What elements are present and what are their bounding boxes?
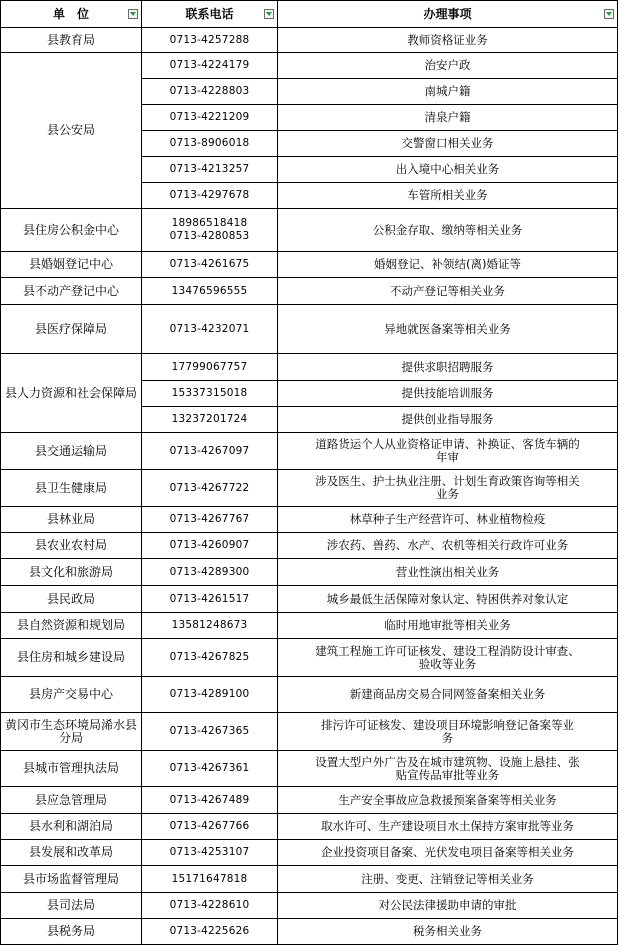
matter-line: 业务 xyxy=(436,487,459,501)
table-row xyxy=(1,919,618,945)
phone-cell: 0713-4257288 xyxy=(142,28,278,53)
unit-cell: 县住房公积金中心 xyxy=(1,209,142,252)
unit-cell: 县市场监督管理局 xyxy=(1,866,142,893)
unit-cell: 县卫生健康局 xyxy=(1,470,142,507)
phone-cell: 0713-4260907 xyxy=(142,533,278,559)
phone-cell: 0713-4289300 xyxy=(142,559,278,586)
table-row xyxy=(1,677,618,713)
table-row xyxy=(1,53,618,79)
phone-cell: 13237201724 xyxy=(142,407,278,433)
unit-cell: 县公安局 xyxy=(1,53,142,209)
phone-cell: 0713-4213257 xyxy=(142,157,278,183)
table-row xyxy=(1,639,618,677)
header-row xyxy=(1,1,618,28)
phone-cell: 0713-4225626 xyxy=(142,919,278,945)
unit-cell: 县应急管理局 xyxy=(1,787,142,814)
matter-cell xyxy=(278,433,618,470)
unit-cell: 县房产交易中心 xyxy=(1,677,142,713)
filter-dropdown-phone-icon[interactable] xyxy=(264,9,274,19)
matter-line: 贴宣传品审批等业务 xyxy=(395,767,500,782)
unit-line: 黄冈市生态环境局浠水县 xyxy=(4,717,137,732)
unit-cell: 县税务局 xyxy=(1,919,142,945)
phone-cell: 0713-4261517 xyxy=(142,586,278,613)
matter-cell xyxy=(278,470,618,507)
unit-cell: 县民政局 xyxy=(1,586,142,613)
matter-cell: 婚姻登记、补领结(离)婚证等 xyxy=(278,252,618,278)
phone-cell: 0713-4228803 xyxy=(142,79,278,105)
matter-cell: 营业性演出相关业务 xyxy=(278,559,618,586)
matter-line: 年审 xyxy=(436,450,459,464)
phone-cell: 0713-4289100 xyxy=(142,677,278,713)
phone-cell: 0713-4261675 xyxy=(142,252,278,278)
matter-cell: 林草种子生产经营许可、林业植物检疫 xyxy=(278,507,618,533)
matter-cell: 提供创业指导服务 xyxy=(278,407,618,433)
matter-line: 验收等业务 xyxy=(418,656,477,671)
unit-cell: 县发展和改革局 xyxy=(1,840,142,866)
unit-cell: 县不动产登记中心 xyxy=(1,278,142,305)
column-header-phone xyxy=(142,1,278,28)
phone-cell: 0713-4267722 xyxy=(142,470,278,507)
unit-cell: 县医疗保障局 xyxy=(1,305,142,354)
matter-cell: 企业投资项目备案、光伏发电项目备案等相关业务 xyxy=(278,840,618,866)
phone-cell: 0713-4267097 xyxy=(142,433,278,470)
phone-cell: 0713-4221209 xyxy=(142,105,278,131)
table-row xyxy=(1,433,618,470)
unit-cell: 县交通运输局 xyxy=(1,433,142,470)
phone-cell: 0713-4267489 xyxy=(142,787,278,814)
table-row xyxy=(1,586,618,613)
matter-line: 设置大型户外广告及在城市建筑物、设施上悬挂、张 xyxy=(315,754,580,769)
unit-cell: 县城市管理执法局 xyxy=(1,751,142,787)
unit-cell: 县文化和旅游局 xyxy=(1,559,142,586)
unit-cell: 县农业农村局 xyxy=(1,533,142,559)
matter-cell: 新建商品房交易合同网签备案相关业务 xyxy=(278,677,618,713)
table-row xyxy=(1,354,618,381)
phone-cell: 0713-4267361 xyxy=(142,751,278,787)
matter-cell: 取水许可、生产建设项目水土保持方案审批等业务 xyxy=(278,814,618,840)
matter-cell: 教师资格证业务 xyxy=(278,28,618,53)
matter-cell: 注册、变更、注销登记等相关业务 xyxy=(278,866,618,893)
phone-cell: 15337315018 xyxy=(142,381,278,407)
table-row xyxy=(1,814,618,840)
table-row xyxy=(1,866,618,893)
table-row xyxy=(1,28,618,53)
table-row xyxy=(1,209,618,252)
unit-cell xyxy=(1,713,142,751)
matter-line: 建筑工程施工许可证核发、建设工程消防设计审查、 xyxy=(315,643,580,658)
matter-cell: 提供技能培训服务 xyxy=(278,381,618,407)
matter-cell: 清泉户籍 xyxy=(278,105,618,131)
table-row xyxy=(1,278,618,305)
unit-cell: 县住房和城乡建设局 xyxy=(1,639,142,677)
table-row xyxy=(1,893,618,919)
phone-cell: 0713-4232071 xyxy=(142,305,278,354)
table-row xyxy=(1,787,618,814)
unit-cell: 县司法局 xyxy=(1,893,142,919)
matter-line: 道路货运个人从业资格证申请、补换证、客货车辆的 xyxy=(315,437,580,451)
phone-cell: 13476596555 xyxy=(142,278,278,305)
phone-cell: 0713-4267365 xyxy=(142,713,278,751)
table-row xyxy=(1,305,618,354)
table-row xyxy=(1,559,618,586)
matter-cell: 涉农药、兽药、水产、农机等相关行政许可业务 xyxy=(278,533,618,559)
phone-cell: 0713-8906018 xyxy=(142,131,278,157)
matter-cell: 公积金存取、缴纳等相关业务 xyxy=(278,209,618,252)
matter-cell: 出入境中心相关业务 xyxy=(278,157,618,183)
phone-cell: 15171647818 xyxy=(142,866,278,893)
unit-line: 分局 xyxy=(58,730,83,745)
phone-cell: 17799067757 xyxy=(142,354,278,381)
table-row xyxy=(1,507,618,533)
matter-cell: 税务相关业务 xyxy=(278,919,618,945)
unit-cell: 县婚姻登记中心 xyxy=(1,252,142,278)
unit-cell: 县自然资源和规划局 xyxy=(1,613,142,639)
column-header-unit-label: 单 位 xyxy=(52,6,89,21)
matter-cell xyxy=(278,713,618,751)
table-row xyxy=(1,470,618,507)
matter-line: 务 xyxy=(441,730,454,745)
matter-cell: 异地就医备案等相关业务 xyxy=(278,305,618,354)
matter-cell: 临时用地审批等相关业务 xyxy=(278,613,618,639)
table-row xyxy=(1,533,618,559)
phone-line: 18986518418 xyxy=(171,217,248,229)
phone-cell: 13581248673 xyxy=(142,613,278,639)
filter-dropdown-matter-icon[interactable] xyxy=(604,9,614,19)
unit-cell: 县人力资源和社会保障局 xyxy=(1,354,142,433)
column-header-unit xyxy=(1,1,142,28)
matter-cell: 城乡最低生活保障对象认定、特困供养对象认定 xyxy=(278,586,618,613)
phone-cell: 0713-4228610 xyxy=(142,893,278,919)
phone-cell xyxy=(142,209,278,252)
matter-cell xyxy=(278,639,618,677)
unit-cell: 县林业局 xyxy=(1,507,142,533)
phone-line: 0713-4280853 xyxy=(169,230,250,242)
phone-cell: 0713-4253107 xyxy=(142,840,278,866)
filter-dropdown-unit-icon[interactable] xyxy=(128,9,138,19)
phone-cell: 0713-4267766 xyxy=(142,814,278,840)
table-row xyxy=(1,751,618,787)
matter-cell: 交警窗口相关业务 xyxy=(278,131,618,157)
matter-cell xyxy=(278,751,618,787)
phone-cell: 0713-4224179 xyxy=(142,53,278,79)
matter-line: 排污许可证核发、建设项目环境影响登记备案等业 xyxy=(321,717,574,732)
column-header-matter-label: 办理事项 xyxy=(423,6,472,21)
unit-cell: 县水利和湖泊局 xyxy=(1,814,142,840)
matter-cell: 对公民法律援助申请的审批 xyxy=(278,893,618,919)
matter-cell: 南城户籍 xyxy=(278,79,618,105)
table-row xyxy=(1,840,618,866)
phone-cell: 0713-4267825 xyxy=(142,639,278,677)
matter-line: 涉及医生、护士执业注册、计划生育政策咨询等相关 xyxy=(315,474,580,488)
matter-cell: 生产安全事故应急救援预案备案等相关业务 xyxy=(278,787,618,814)
table-row xyxy=(1,713,618,751)
column-header-matter xyxy=(278,1,618,28)
unit-cell: 县教育局 xyxy=(1,28,142,53)
column-header-phone-label: 联系电话 xyxy=(185,6,234,21)
phone-cell: 0713-4297678 xyxy=(142,183,278,209)
phone-cell: 0713-4267767 xyxy=(142,507,278,533)
matter-cell: 提供求职招聘服务 xyxy=(278,354,618,381)
matter-cell: 不动产登记等相关业务 xyxy=(278,278,618,305)
table-row xyxy=(1,252,618,278)
table-row xyxy=(1,613,618,639)
matter-cell: 治安户政 xyxy=(278,53,618,79)
matter-cell: 车管所相关业务 xyxy=(278,183,618,209)
